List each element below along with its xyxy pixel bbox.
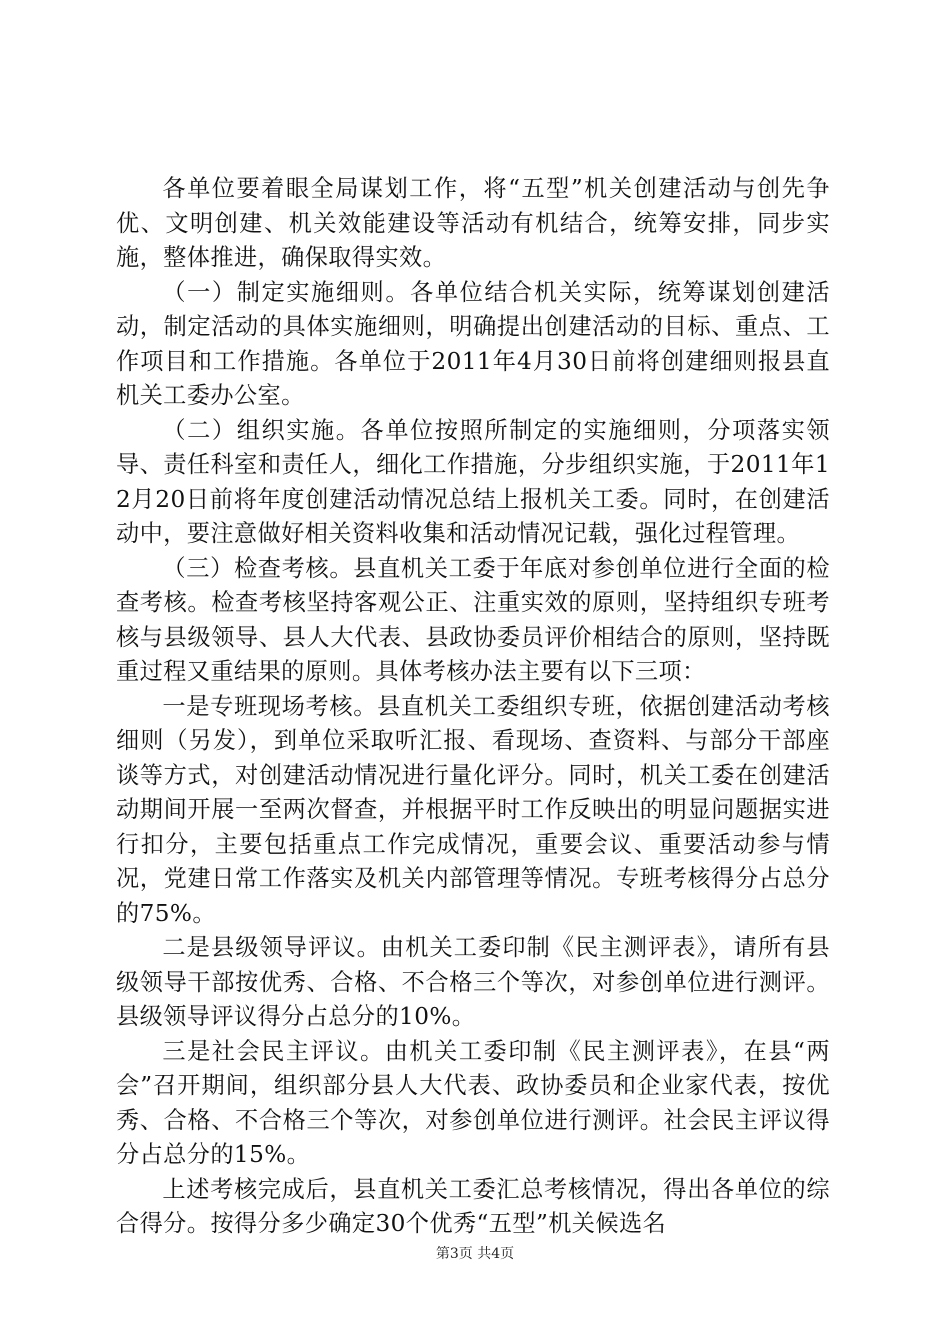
paragraph-item-2: 二是县级领导评议。由机关工委印制《民主测评表》，请所有县级领导干部按优秀、合格、不合格三个等次，对参创单位进行测评。县级领导评议得分占总分的10%。 bbox=[116, 934, 830, 1030]
paragraph-section-2: （二）组织实施。各单位按照所制定的实施细则，分项落实领导、责任科室和责任人，细化工作措施，分步组织实施，于2011年12月20日前将年度创建活动情况总结上报机关工委。同时，在创建活动中，要注意做好相关资料收集和活动情况记载，强化过程管理。 bbox=[116, 416, 830, 547]
paragraph-item-1: 一是专班现场考核。县直机关工委组织专班，依据创建活动考核细则（另发），到单位采取听汇报、看现场、查资料、与部分干部座谈等方式，对创建活动情况进行量化评分。同时，机关工委在创建活动期间开展一至两次督查，并根据平时工作反映出的明显问题据实进行扣分，主要包括重点工作完成情况，重要会议、重要活动参与情况，党建日常工作落实及机关内部管理等情况。专班考核得分占总分的75%。 bbox=[116, 692, 830, 927]
paragraph-section-1: （一）制定实施细则。各单位结合机关实际，统筹谋划创建活动，制定活动的具体实施细则，明确提出创建活动的目标、重点、工作项目和工作措施。各单位于2011年4月30日前将创建细则报县直机关工委办公室。 bbox=[116, 278, 830, 409]
paragraph-section-3: （三）检查考核。县直机关工委于年底对参创单位进行全面的检查考核。检查考核坚持客观公正、注重实效的原则，坚持组织专班考核与县级领导、县人大代表、县政协委员评价相结合的原则，坚持既重过程又重结果的原则。具体考核办法主要有以下三项： bbox=[116, 554, 830, 685]
paragraph-summary: 上述考核完成后，县直机关工委汇总考核情况，得出各单位的综合得分。按得分多少确定30个优秀“五型”机关候选名 bbox=[116, 1175, 830, 1237]
paragraph-item-3: 三是社会民主评议。由机关工委印制《民主测评表》，在县“两会”召开期间，组织部分县人大代表、政协委员和企业家代表，按优秀、合格、不合格三个等次，对参创单位进行测评。社会民主评议得分占总分的15%。 bbox=[116, 1037, 830, 1168]
paragraph-intro: 各单位要着眼全局谋划工作，将“五型”机关创建活动与创先争优、文明创建、机关效能建设等活动有机结合，统筹安排，同步实施，整体推进，确保取得实效。 bbox=[116, 175, 830, 271]
document-body bbox=[116, 172, 830, 1242]
page-number-footer: 第3页 共4页 bbox=[435, 1246, 515, 1262]
